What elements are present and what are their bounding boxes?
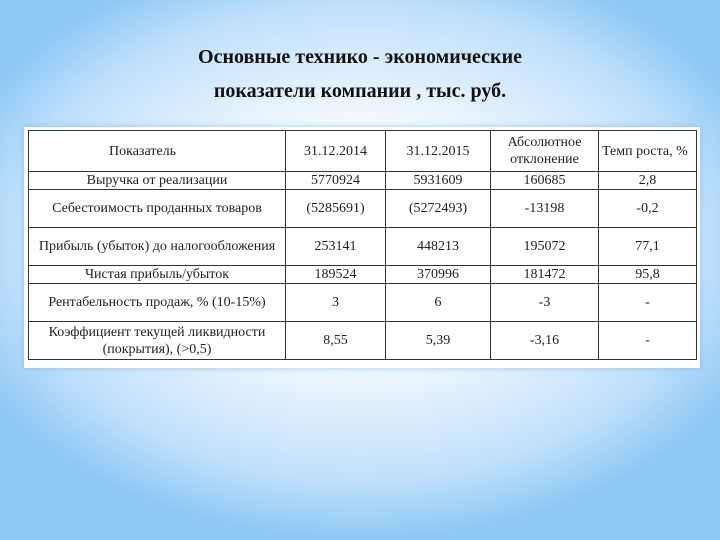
cell: Прибыль (убыток) до налогообложения — [29, 228, 286, 266]
table-row — [29, 284, 697, 322]
cell: 181472 — [491, 266, 599, 284]
cell: 5931609 — [386, 172, 491, 190]
cell: Чистая прибыль/убыток — [29, 266, 286, 284]
cell: 448213 — [386, 228, 491, 266]
cell: Выручка от реализации — [29, 172, 286, 190]
cell: - — [599, 322, 697, 360]
slide-title — [0, 40, 720, 108]
header-2015: 31.12.2015 — [386, 131, 491, 172]
cell: 189524 — [286, 266, 386, 284]
cell: 77,1 — [599, 228, 697, 266]
cell: 370996 — [386, 266, 491, 284]
table-row — [29, 228, 697, 266]
cell: 5770924 — [286, 172, 386, 190]
title-line-1: Основные технико - экономические — [198, 46, 522, 68]
cell: (5272493) — [386, 190, 491, 228]
header-growth-rate: Темп роста, % — [599, 131, 697, 172]
cell: 5,39 — [386, 322, 491, 360]
cell: Себестоимость проданных товаров — [29, 190, 286, 228]
cell: 160685 — [491, 172, 599, 190]
cell: -3 — [491, 284, 599, 322]
header-indicator: Показатель — [29, 131, 286, 172]
cell: 6 — [386, 284, 491, 322]
cell: (5285691) — [286, 190, 386, 228]
cell: 2,8 — [599, 172, 697, 190]
cell: 3 — [286, 284, 386, 322]
cell: 8,55 — [286, 322, 386, 360]
cell: -13198 — [491, 190, 599, 228]
table-row — [29, 266, 697, 284]
cell: 95,8 — [599, 266, 697, 284]
table-row — [29, 190, 697, 228]
table-row — [29, 172, 697, 190]
indicators-table-image — [24, 127, 700, 368]
indicators-table — [28, 130, 697, 360]
cell: 195072 — [491, 228, 599, 266]
cell: - — [599, 284, 697, 322]
title-line-2: показатели компании , тыс. руб. — [213, 80, 507, 102]
cell: -3,16 — [491, 322, 599, 360]
cell: Коэффициент текущей ликвидности (покрытия), (>0,5) — [29, 322, 286, 360]
table-row — [29, 322, 697, 360]
header-2014: 31.12.2014 — [286, 131, 386, 172]
header-abs-deviation: Абсолютное отклонение — [491, 131, 599, 172]
cell: Рентабельность продаж, % (10-15%) — [29, 284, 286, 322]
cell: 253141 — [286, 228, 386, 266]
cell: -0,2 — [599, 190, 697, 228]
table-header-row — [29, 131, 697, 172]
